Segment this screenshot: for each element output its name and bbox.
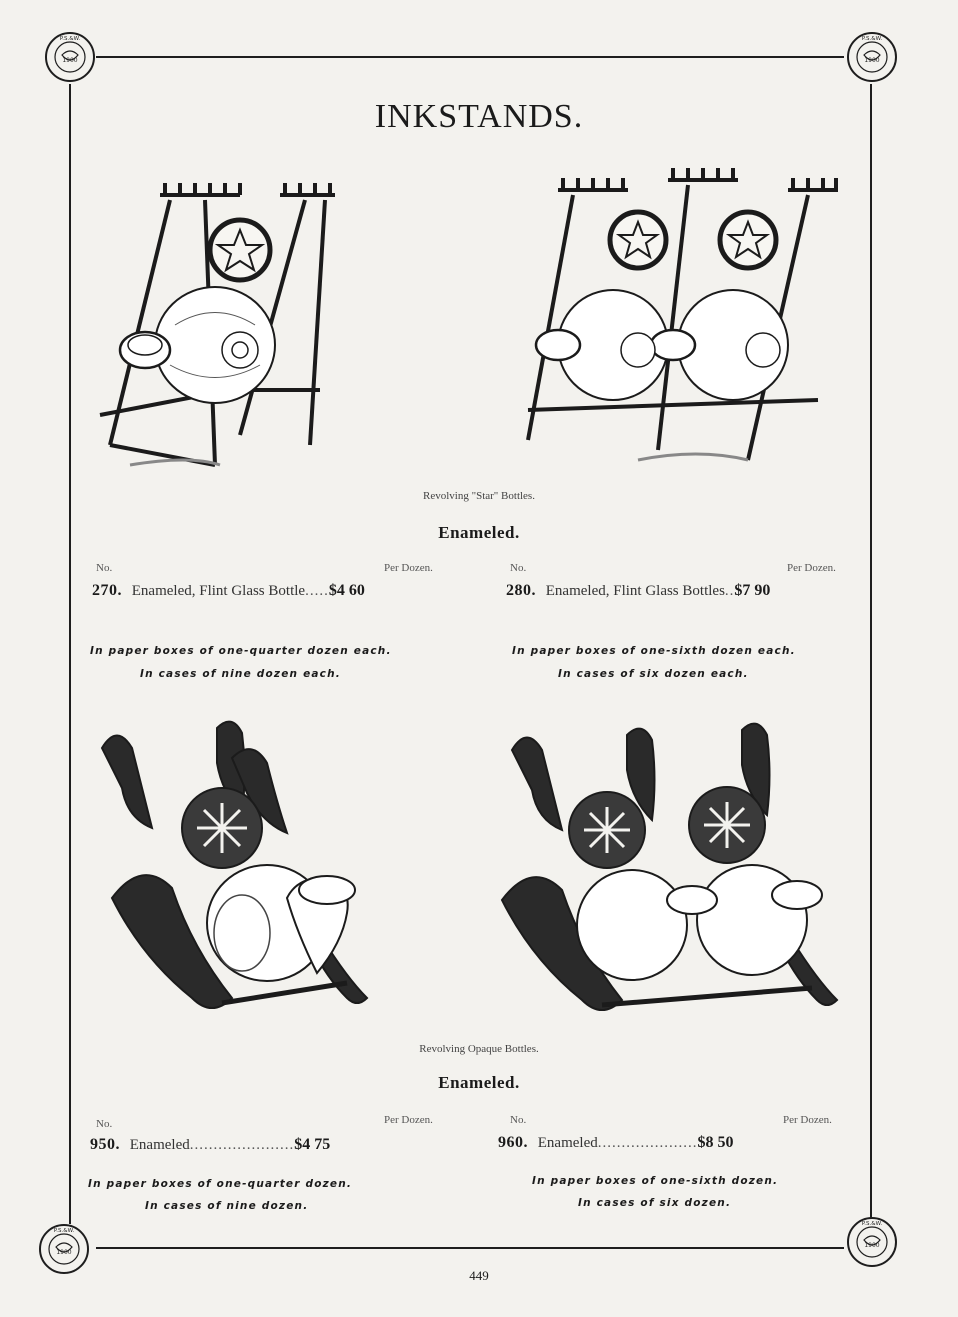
item-950-line	[90, 1136, 330, 1154]
inkstand-star-double-image	[518, 160, 848, 475]
inkstand-star-single-image	[90, 175, 350, 480]
item-950-per-dozen-label: Per Dozen.	[384, 1114, 433, 1126]
item-960-line	[498, 1134, 733, 1152]
inkstand-opaque-double-image	[492, 720, 847, 1030]
item-960-per-dozen-label: Per Dozen.	[783, 1114, 832, 1126]
item-280-number: 280.	[506, 582, 536, 599]
item-280-dots: ..	[724, 583, 735, 599]
item-270-number: 270.	[92, 582, 122, 599]
item-280-price: $7 90	[734, 582, 771, 599]
seal-top-left-icon	[44, 31, 96, 83]
svg-text:1900: 1900	[56, 1249, 72, 1256]
svg-text:P.S.&W.: P.S.&W.	[53, 1228, 75, 1234]
item-270-per-dozen-label: Per Dozen.	[384, 562, 433, 574]
item-280-note-packing: In paper boxes of one-sixth dozen each.	[512, 645, 796, 657]
svg-text:1900: 1900	[62, 57, 78, 64]
item-270-description: Enameled, Flint Glass Bottle	[131, 583, 306, 599]
item-280-description: Enameled, Flint Glass Bottles	[545, 583, 725, 599]
page-title: INKSTANDS.	[374, 98, 584, 135]
item-280-line	[506, 582, 770, 600]
svg-text:P.S.&W.: P.S.&W.	[861, 36, 883, 42]
svg-text:1900: 1900	[864, 1242, 880, 1249]
item-960-note-packing: In paper boxes of one-sixth dozen.	[532, 1175, 779, 1187]
item-270-note-cases: In cases of nine dozen each.	[140, 668, 341, 680]
item-280-note-cases: In cases of six dozen each.	[558, 668, 749, 680]
section-1-caption: Revolving "Star" Bottles.	[423, 490, 535, 502]
inkstand-opaque-single-image	[92, 718, 377, 1028]
item-280-per-dozen-label: Per Dozen.	[787, 562, 836, 574]
item-950-note-cases: In cases of nine dozen.	[145, 1200, 309, 1212]
item-280-no-label: No.	[510, 562, 527, 574]
frame-bottom-rule	[96, 1247, 844, 1249]
item-950-dots: ......................	[189, 1137, 295, 1153]
section-2-caption: Revolving Opaque Bottles.	[419, 1043, 539, 1055]
item-950-description: Enameled	[129, 1137, 190, 1153]
svg-text:P.S.&W.: P.S.&W.	[59, 36, 81, 42]
item-270-no-label: No.	[96, 562, 113, 574]
item-960-dots: .....................	[597, 1135, 698, 1151]
page-number: 449	[469, 1268, 489, 1283]
item-270-dots: .....	[305, 583, 329, 599]
item-270-price: $4 60	[328, 582, 365, 599]
section-2-heading: Enameled.	[438, 1073, 520, 1092]
item-960-description: Enameled	[537, 1135, 598, 1151]
item-960-note-cases: In cases of six dozen.	[578, 1197, 732, 1209]
seal-bottom-right-icon	[846, 1216, 898, 1268]
item-950-price: $4 75	[294, 1136, 331, 1153]
item-950-number: 950.	[90, 1136, 120, 1153]
section-1-heading: Enameled.	[438, 523, 520, 542]
item-270-line	[92, 582, 365, 600]
item-270-note-packing: In paper boxes of one-quarter dozen each.	[90, 645, 392, 657]
frame-top-rule	[96, 56, 844, 58]
svg-text:P.S.&W.: P.S.&W.	[861, 1221, 883, 1227]
item-950-note-packing: In paper boxes of one-quarter dozen.	[88, 1178, 353, 1190]
item-960-no-label: No.	[510, 1114, 527, 1126]
item-960-price: $8 50	[697, 1134, 734, 1151]
item-960-number: 960.	[498, 1134, 528, 1151]
item-950-no-label: No.	[96, 1118, 113, 1130]
seal-top-right-icon	[846, 31, 898, 83]
svg-text:1900: 1900	[864, 57, 880, 64]
